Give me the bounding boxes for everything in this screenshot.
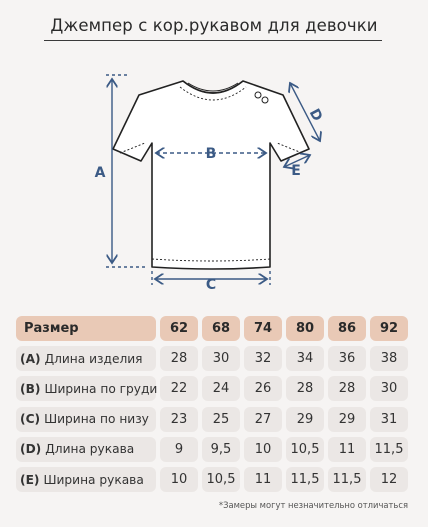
measure-name: Длина изделия xyxy=(44,351,143,366)
label-d: D xyxy=(305,106,326,125)
measure-name: Длина рукава xyxy=(45,442,135,457)
measure-code: (B) xyxy=(20,381,41,396)
measure-code: (C) xyxy=(20,412,41,427)
size-header-92: 92 xyxy=(370,316,408,341)
table-cell: 10,5 xyxy=(286,437,324,462)
size-header-80: 80 xyxy=(286,316,324,341)
table-cell: 36 xyxy=(328,346,366,371)
measure-row-label xyxy=(16,346,156,371)
table-cell: 11 xyxy=(244,467,282,492)
table-cell: 11,5 xyxy=(286,467,324,492)
size-header-74: 74 xyxy=(244,316,282,341)
label-c: C xyxy=(205,277,217,293)
table-cell: 34 xyxy=(286,346,324,371)
measure-name: Ширина по груди xyxy=(44,381,158,396)
label-e: E xyxy=(291,163,301,179)
table-cell: 9 xyxy=(160,437,198,462)
table-cell: 12 xyxy=(370,467,408,492)
measure-name: Ширина рукава xyxy=(43,472,144,487)
measure-row-label xyxy=(16,407,156,432)
size-header-86: 86 xyxy=(328,316,366,341)
label-a: A xyxy=(94,165,106,181)
table-cell: 29 xyxy=(286,407,324,432)
product-title: Джемпер с кор.рукавом для девочки xyxy=(50,16,378,35)
table-cell: 11 xyxy=(328,437,366,462)
size-header-62: 62 xyxy=(160,316,198,341)
table-cell: 23 xyxy=(160,407,198,432)
table-cell: 27 xyxy=(244,407,282,432)
table-cell: 25 xyxy=(202,407,240,432)
table-cell: 10,5 xyxy=(202,467,240,492)
tshirt-measurement-diagram xyxy=(0,55,428,305)
measure-row-label xyxy=(16,437,156,462)
measure-row-label xyxy=(16,467,156,492)
table-cell: 11,5 xyxy=(370,437,408,462)
table-cell: 9,5 xyxy=(202,437,240,462)
title-underline xyxy=(44,40,382,41)
table-cell: 32 xyxy=(244,346,282,371)
table-cell: 10 xyxy=(244,437,282,462)
table-cell: 30 xyxy=(370,376,408,401)
size-header-label: Размер xyxy=(16,316,156,341)
table-cell: 10 xyxy=(160,467,198,492)
label-b: B xyxy=(205,146,217,162)
table-cell: 26 xyxy=(244,376,282,401)
table-cell: 22 xyxy=(160,376,198,401)
measure-code: (D) xyxy=(20,442,42,457)
table-cell: 24 xyxy=(202,376,240,401)
footnote: *Замеры могут незначительно отличаться xyxy=(218,500,408,510)
table-cell: 30 xyxy=(202,346,240,371)
table-cell: 28 xyxy=(160,346,198,371)
measure-row-label xyxy=(16,376,156,401)
measure-name: Ширина по низу xyxy=(44,412,149,427)
size-header-68: 68 xyxy=(202,316,240,341)
tshirt-outline xyxy=(113,81,309,269)
measure-code: (E) xyxy=(20,472,40,487)
table-cell: 29 xyxy=(328,407,366,432)
measure-code: (A) xyxy=(20,351,41,366)
table-cell: 28 xyxy=(286,376,324,401)
table-cell: 11,5 xyxy=(328,467,366,492)
table-cell: 38 xyxy=(370,346,408,371)
table-cell: 31 xyxy=(370,407,408,432)
table-cell: 28 xyxy=(328,376,366,401)
